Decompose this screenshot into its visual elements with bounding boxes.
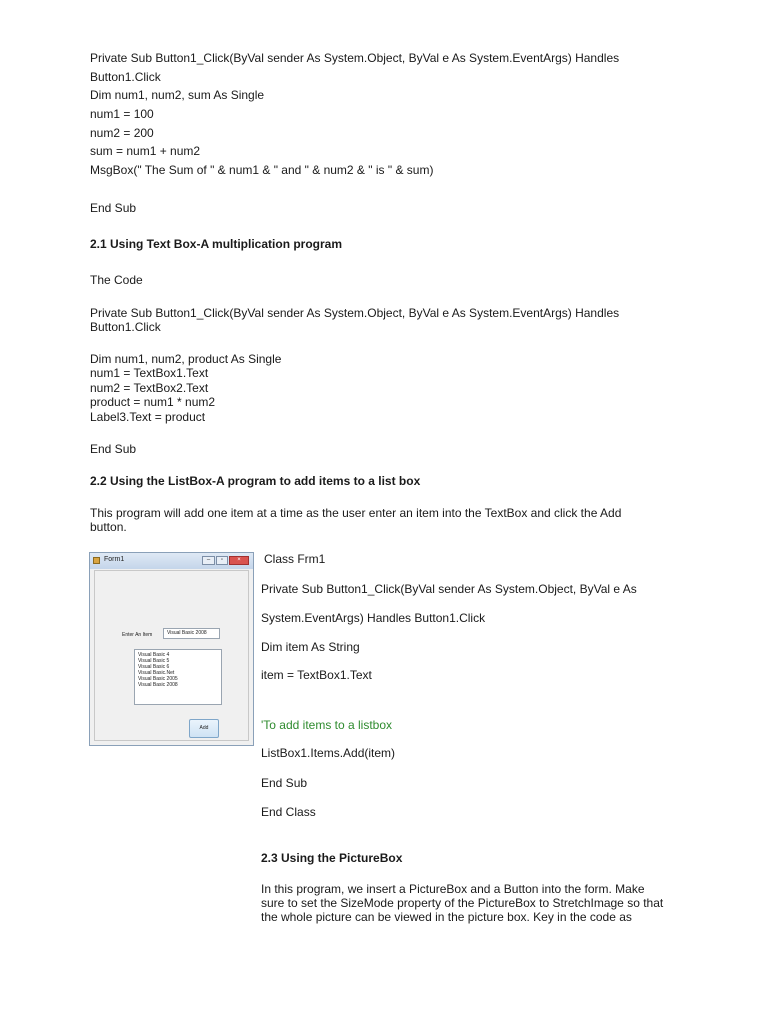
maximize-icon: ▫	[216, 556, 228, 565]
paragraph-line: the whole picture can be viewed in the picture box. Key in the code as	[261, 910, 632, 924]
code-line-end-sub: End Sub	[90, 201, 137, 215]
code-line: Private Sub Button1_Click(ByVal sender As System.Object, ByVal e As System.EventArgs) Handles	[90, 51, 620, 65]
minimize-icon: –	[202, 556, 215, 565]
code-line: num2 = 200	[90, 126, 154, 140]
code-line: MsgBox(" The Sum of " & num1 & " and " & num2 & " is " & sum)	[90, 163, 434, 177]
section-heading-2-2: 2.2 Using the ListBox-A program to add items to a list box	[90, 474, 421, 488]
list-item: Visual Basic.Net	[138, 670, 175, 676]
enter-item-label: Enter An Item	[122, 632, 153, 638]
code-line: num2 = TextBox2.Text	[90, 381, 209, 395]
code-comment: 'To add items to a listbox	[261, 718, 393, 732]
code-line-end-sub: End Sub	[90, 442, 137, 456]
form-client-area	[94, 570, 249, 741]
code-line: product = num1 * num2	[90, 395, 216, 409]
item-textbox: Visual Basic 2008	[163, 628, 220, 639]
paragraph-line: sure to set the SizeMode property of the PictureBox to StretchImage so that	[261, 896, 664, 910]
code-line: System.EventArgs) Handles Button1.Click	[261, 611, 486, 625]
paragraph-line: In this program, we insert a PictureBox and a Button into the form. Make	[261, 882, 645, 896]
list-item: Visual Basic 4	[138, 652, 170, 658]
form-title: Form1	[104, 556, 125, 563]
code-line-end-sub: End Sub	[261, 776, 308, 790]
code-line: Class Frm1	[264, 552, 326, 566]
code-line: Label3.Text = product	[90, 410, 206, 424]
close-icon: ×	[229, 556, 249, 565]
list-item: Visual Basic 2008	[138, 682, 178, 688]
form-title-bar	[90, 553, 253, 569]
code-line: Private Sub Button1_Click(ByVal sender As System.Object, ByVal e As	[261, 582, 637, 596]
section-heading-2-1: 2.1 Using Text Box-A multiplication program	[90, 237, 343, 251]
code-line: Dim num1, num2, product As Single	[90, 352, 282, 366]
section-intro: The Code	[90, 273, 143, 287]
code-line: Dim num1, num2, sum As Single	[90, 88, 265, 102]
section-description: This program will add one item at a time as the user enter an item into the TextBox and click the Add button.	[90, 506, 622, 534]
code-line: Private Sub Button1_Click(ByVal sender As System.Object, ByVal e As System.EventArgs) Handles	[90, 306, 620, 320]
code-line: Dim item As String	[261, 640, 360, 654]
items-listbox	[134, 649, 222, 705]
code-line: Button1.Click	[90, 70, 161, 84]
code-line: item = TextBox1.Text	[261, 668, 372, 682]
form1-screenshot	[89, 552, 254, 746]
list-item: Visual Basic 6	[138, 664, 170, 670]
code-line: Button1.Click	[90, 320, 161, 334]
code-line-end-class: End Class	[261, 805, 316, 819]
add-button: Add	[189, 719, 219, 738]
code-line: num1 = TextBox1.Text	[90, 366, 209, 380]
form-app-icon	[93, 557, 100, 564]
code-line: ListBox1.Items.Add(item)	[261, 746, 396, 760]
code-line: num1 = 100	[90, 107, 154, 121]
list-item: Visual Basic 2005	[138, 676, 178, 682]
code-line: sum = num1 + num2	[90, 144, 201, 158]
section-heading-2-3: 2.3 Using the PictureBox	[261, 851, 403, 865]
list-item: Visual Basic 5	[138, 658, 170, 664]
